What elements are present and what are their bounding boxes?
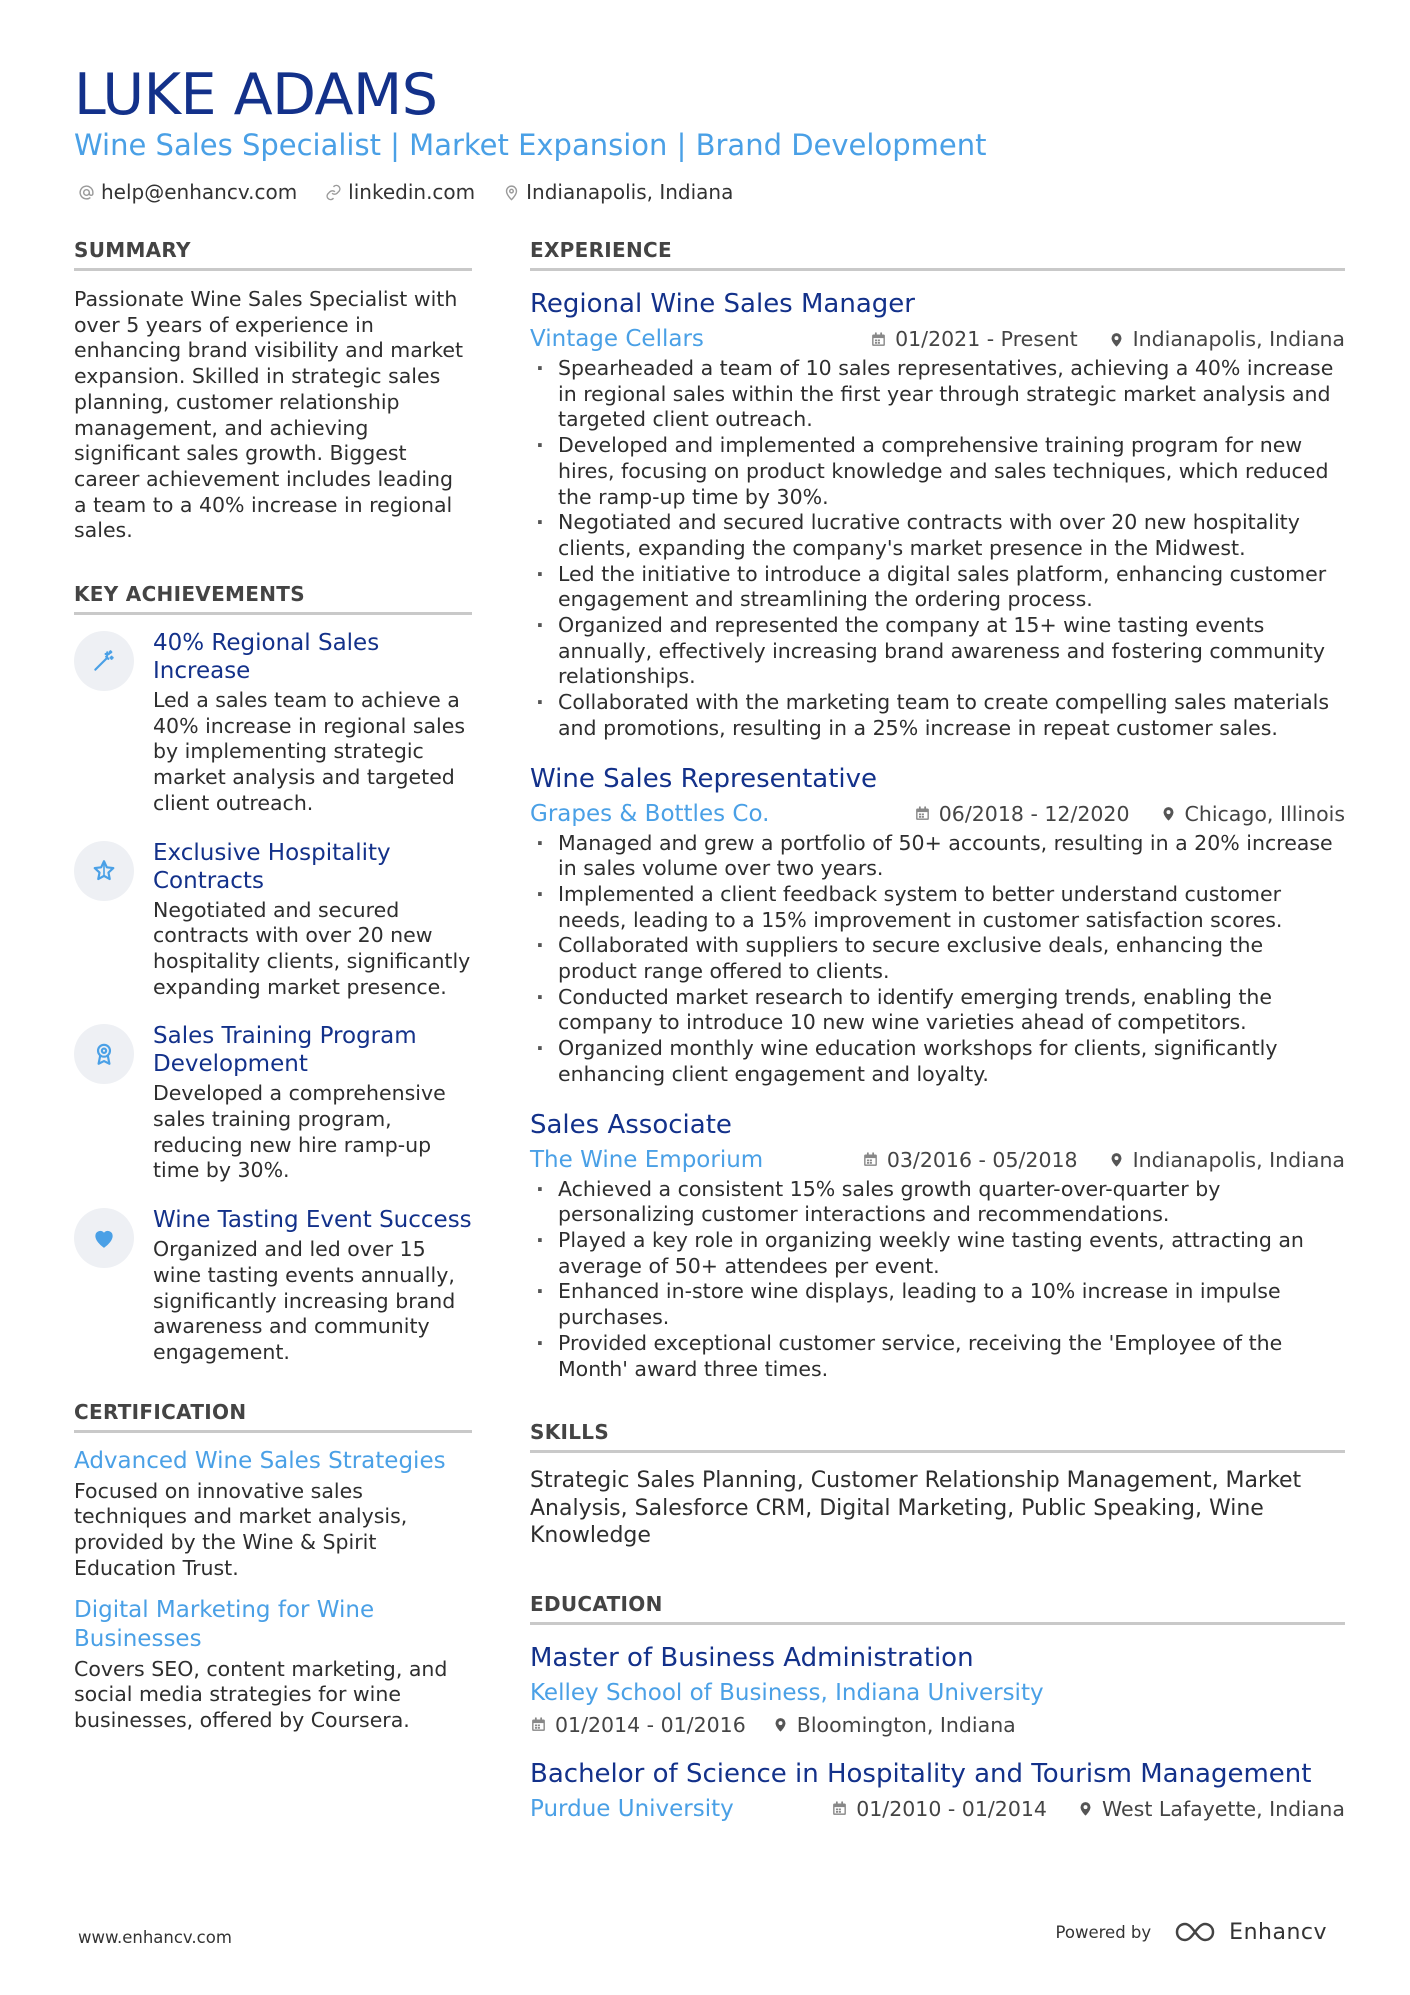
- summary-section: [74, 236, 472, 544]
- achievement-item: [74, 629, 472, 817]
- certification-title: Advanced Wine Sales Strategies: [74, 1447, 446, 1474]
- job-bullet: · Implemented a client feedback system to better understand customer needs, leading to a 15% improvement in customer satisfaction scores.: [530, 882, 1345, 933]
- footer-branding: [1056, 1918, 1327, 1946]
- job-location: [1108, 1146, 1345, 1174]
- job-title: Wine Sales Representative: [530, 763, 878, 794]
- achievement-content: [153, 629, 472, 817]
- job-bullets: [530, 356, 1345, 742]
- job-dates-text: 06/2018 - 12/2020: [938, 801, 1130, 826]
- education-degree: Bachelor of Science in Hospitality and Tourism Management: [530, 1758, 1312, 1789]
- achievement-content: [153, 1022, 472, 1184]
- job-bullet: · Spearheaded a team of 10 sales representatives, achieving a 40% increase in regional sales within the first year through strategic market analysis and targeted client outreach.: [530, 356, 1345, 433]
- job-bullet: · Organized monthly wine education workshops for clients, significantly enhancing client engagement and loyalty.: [530, 1036, 1345, 1087]
- job-bullet: · Collaborated with suppliers to secure exclusive deals, enhancing the product range offered to clients.: [530, 933, 1345, 984]
- certification-section: [74, 1398, 472, 1734]
- job-title: Regional Wine Sales Manager: [530, 289, 915, 319]
- education-entry: [530, 1757, 1345, 1824]
- job-bullet: · Played a key role in organizing weekly wine tasting events, attracting an average of 50+ attendees per event.: [530, 1228, 1345, 1279]
- location-pin-icon: [503, 184, 520, 201]
- achievement-title: 40% Regional Sales Increase: [153, 630, 380, 685]
- contact-email[interactable]: [78, 178, 297, 206]
- job-bullet: · Organized and represented the company at 15+ wine tasting events annually, effectively increasing brand awareness and fostering community relationships.: [530, 613, 1345, 690]
- achievement-item: [74, 1022, 472, 1184]
- contact-email-text: help@enhancv.com: [101, 180, 298, 204]
- job-company: Vintage Cellars: [530, 326, 704, 352]
- job-location-text: Chicago, Illinois: [1184, 801, 1345, 826]
- education-dates-text: 01/2010 - 01/2014: [856, 1796, 1047, 1821]
- footer-website[interactable]: www.enhancv.com: [78, 1928, 232, 1947]
- job-company: The Wine Emporium: [530, 1146, 764, 1173]
- job-dates: [870, 325, 1078, 353]
- calendar-icon: [831, 1800, 848, 1817]
- job-meta-right: [862, 1146, 1345, 1174]
- achievement-text: Led a sales team to achieve a 40% increase in regional sales by implementing strategic market analysis and targeted client outreach.: [153, 688, 466, 815]
- skills-section: [530, 1418, 1345, 1550]
- job-location: [1108, 325, 1345, 353]
- education-meta: [530, 1711, 1345, 1739]
- job-dates: [862, 1146, 1078, 1174]
- job-meta: [530, 1145, 1345, 1175]
- education-degree: Master of Business Administration: [530, 1642, 974, 1673]
- heart-icon: [74, 1208, 134, 1268]
- achievements-list: [74, 629, 472, 1366]
- summary-text: Passionate Wine Sales Specialist with over 5 years of experience in enhancing brand visibility and market expansion. Skilled in strategic sales planning, customer relationship management, and achieving significant sales growth. Biggest career achievement includes leading a team to a 40% increase in regional sales.: [74, 287, 463, 543]
- achievement-item: [74, 1206, 472, 1366]
- certification-item: [74, 1596, 472, 1734]
- job-dates: [914, 800, 1130, 828]
- job-bullet: · Managed and grew a portfolio of 50+ accounts, resulting in a 20% increase in sales volume over two years.: [530, 831, 1345, 882]
- location-pin-icon: [1108, 1151, 1125, 1168]
- contact-location: [503, 178, 733, 206]
- job-bullet: · Achieved a consistent 15% sales growth quarter-over-quarter by personalizing customer interactions and recommendations.: [530, 1177, 1345, 1228]
- job-entry: [530, 762, 1345, 1088]
- achievement-title: Wine Tasting Event Success: [153, 1207, 472, 1234]
- education-dates-text: 01/2014 - 01/2016: [555, 1712, 746, 1737]
- job-bullet: · Enhanced in-store wine displays, leading to a 10% increase in impulse purchases.: [530, 1279, 1345, 1330]
- job-bullet: · Led the initiative to introduce a digital sales platform, enhancing customer engagement and streamlining the ordering process.: [530, 562, 1345, 613]
- achievement-content: [153, 1206, 472, 1366]
- education-meta-right: [831, 1795, 1345, 1823]
- job-bullet: · Negotiated and secured lucrative contracts with over 20 new hospitality clients, expanding the company's market presence in the Midwest.: [530, 510, 1345, 561]
- education-location-text: Bloomington, Indiana: [796, 1712, 1016, 1737]
- experience-section: [530, 236, 1345, 1382]
- job-meta: [530, 799, 1345, 829]
- job-dates-text: 03/2016 - 05/2018: [886, 1147, 1078, 1172]
- education-location: [772, 1711, 1016, 1739]
- achievement-text: Negotiated and secured contracts with over 20 new hospitality clients, significantly expanding market presence.: [153, 897, 471, 999]
- education-school: Purdue University: [530, 1795, 734, 1822]
- right-column: [530, 236, 1345, 1824]
- job-meta: [530, 324, 1345, 354]
- achievement-content: [153, 839, 472, 1001]
- achievement-text: Organized and led over 15 wine tasting events annually, significantly increasing brand awareness and community engagement.: [153, 1237, 456, 1364]
- education-meta: [530, 1794, 1345, 1824]
- candidate-tagline: Wine Sales Specialist | Market Expansion | Brand Development: [74, 128, 987, 162]
- education-dates: [530, 1711, 746, 1739]
- achievement-text: Developed a comprehensive sales training program, reducing new hire ramp-up time by 30%.: [153, 1081, 446, 1183]
- at-icon: [78, 184, 95, 201]
- achievement-title: Sales Training Program Development: [153, 1023, 417, 1078]
- contact-linkedin-text: linkedin.com: [348, 180, 476, 204]
- certification-text: Focused on innovative sales techniques and market analysis, provided by the Wine & Spirit Education Trust.: [74, 1478, 408, 1580]
- experience-heading: EXPERIENCE: [530, 236, 1345, 271]
- star-icon: [74, 841, 134, 901]
- education-location-text: West Lafayette, Indiana: [1101, 1796, 1345, 1821]
- job-location: [1160, 800, 1345, 828]
- calendar-icon: [870, 331, 887, 348]
- calendar-icon: [862, 1151, 879, 1168]
- education-section: [530, 1590, 1345, 1824]
- job-bullet: · Conducted market research to identify emerging trends, enabling the company to introduce 10 new wine varieties ahead of competitors.: [530, 985, 1345, 1036]
- skills-text: Strategic Sales Planning, Customer Relationship Management, Market Analysis, Salesforce CRM, Digital Marketing, Public Speaking, Wine Knowledge: [530, 1468, 1302, 1549]
- achievement-title: Exclusive Hospitality Contracts: [153, 839, 391, 894]
- job-location-text: Indianapolis, Indiana: [1132, 1147, 1345, 1172]
- job-bullets: [530, 831, 1345, 1088]
- contact-linkedin[interactable]: [325, 178, 475, 206]
- achievements-section: [74, 580, 472, 1366]
- brand-name: Enhancv: [1229, 1919, 1327, 1945]
- job-bullets: [530, 1177, 1345, 1383]
- job-meta-right: [914, 800, 1345, 828]
- education-dates: [831, 1795, 1047, 1823]
- job-title: Sales Associate: [530, 1109, 732, 1140]
- location-pin-icon: [1160, 805, 1177, 822]
- powered-by-label: Powered by: [1055, 1922, 1152, 1942]
- education-school: Kelley School of Business, Indiana University: [530, 1679, 1044, 1706]
- education-location: [1077, 1795, 1345, 1823]
- left-column: [74, 236, 472, 1734]
- calendar-icon: [530, 1716, 547, 1733]
- job-entry: [530, 1108, 1345, 1383]
- certification-title: Digital Marketing for Wine Businesses: [74, 1596, 375, 1652]
- job-entry: [530, 287, 1345, 742]
- achievement-item: [74, 839, 472, 1001]
- brand-logo[interactable]: [1173, 1918, 1327, 1946]
- education-heading: EDUCATION: [530, 1590, 1345, 1625]
- certification-text: Covers SEO, content marketing, and social media strategies for wine businesses, offered by Coursera.: [74, 1656, 448, 1732]
- job-company: Grapes & Bottles Co.: [530, 800, 770, 827]
- calendar-icon: [914, 805, 931, 822]
- contact-location-text: Indianapolis, Indiana: [526, 180, 734, 204]
- award-ribbon-icon: [74, 1024, 134, 1084]
- job-meta-right: [870, 325, 1345, 353]
- education-entry: [530, 1641, 1345, 1739]
- skills-heading: SKILLS: [530, 1418, 1345, 1453]
- achievements-heading: KEY ACHIEVEMENTS: [74, 580, 472, 615]
- job-bullet: · Provided exceptional customer service, receiving the 'Employee of the Month' award three times.: [530, 1331, 1345, 1382]
- job-bullet: · Developed and implemented a comprehensive training program for new hires, focusing on product knowledge and sales techniques, which reduced the ramp-up time by 30%.: [530, 433, 1345, 510]
- contact-bar: [78, 178, 733, 206]
- location-pin-icon: [1077, 1800, 1094, 1817]
- enhancv-logo-icon: [1173, 1918, 1221, 1946]
- candidate-name: LUKE ADAMS: [74, 62, 438, 128]
- job-dates-text: 01/2021 - Present: [895, 327, 1078, 351]
- link-icon: [325, 184, 342, 201]
- certification-item: [74, 1447, 472, 1582]
- job-bullet: · Collaborated with the marketing team to create compelling sales materials and promotions, resulting in a 25% increase in repeat customer sales.: [530, 690, 1345, 741]
- location-pin-icon: [772, 1716, 789, 1733]
- job-location-text: Indianapolis, Indiana: [1132, 327, 1345, 351]
- location-pin-icon: [1108, 331, 1125, 348]
- certification-heading: CERTIFICATION: [74, 1398, 472, 1433]
- summary-heading: SUMMARY: [74, 236, 472, 271]
- magic-wand-icon: [74, 631, 134, 691]
